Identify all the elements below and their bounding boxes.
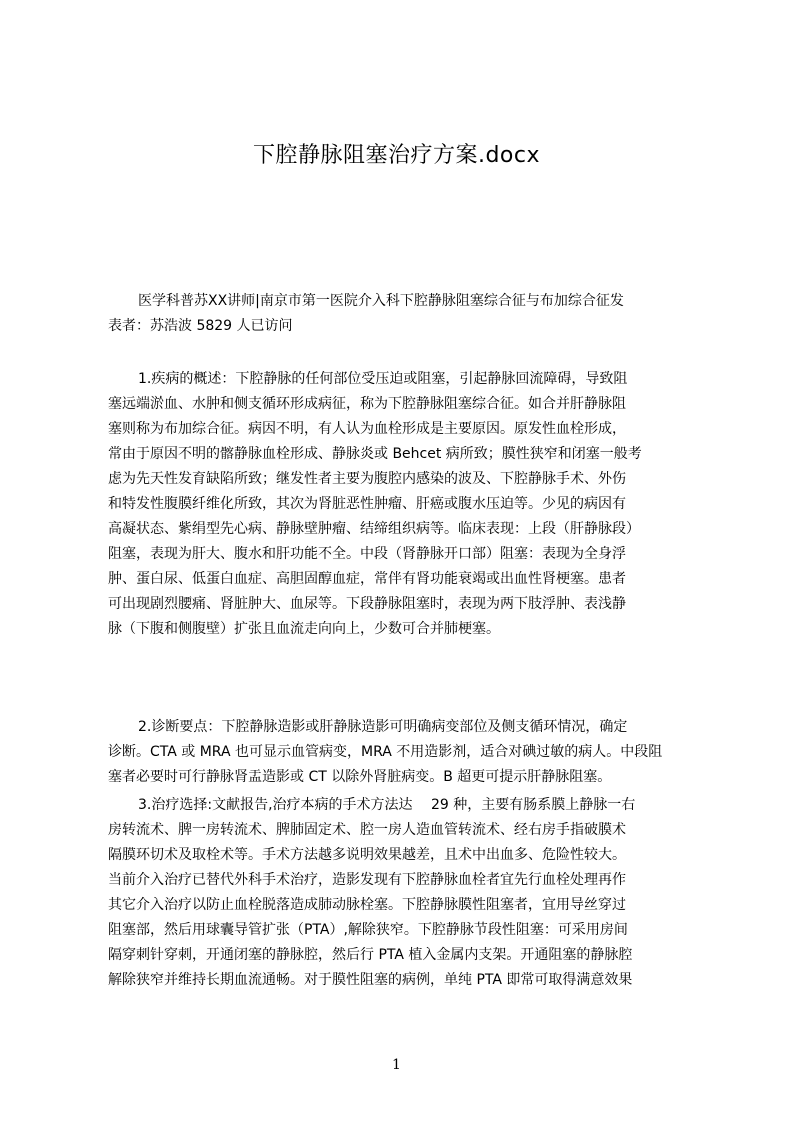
- paragraph-line: 阻塞，表现为肝大、腹水和肝功能不全。中段（肾静脉开口部）阻塞：表现为全身浮: [108, 546, 626, 562]
- paragraph-line: 高凝状态、紫绢型先心病、静脉壁肿瘤、结缔组织病等。临床表现：上段（肝静脉段）: [108, 521, 640, 537]
- section-overview-paragraph: [108, 367, 698, 642]
- paragraph-line: 常由于原因不明的髂静脉血栓形成、静脉炎或 Behcet 病所致；膜性狭窄和闭塞一般考: [108, 446, 642, 462]
- intro-line: 医学科普苏XX讲师|南京市第一医院介入科下腔静脉阻塞综合征与布加综合征发: [138, 293, 624, 309]
- paragraph-line: 1.疾病的概述：下腔静脉的任何部位受压迫或阻塞，引起静脉回流障碍，导致阻: [138, 371, 628, 387]
- paragraph-line: 隔穿刺针穿刺，开通闭塞的静脉腔，然后行 PTA 植入金属内支架。开通阻塞的静脉腔: [108, 947, 633, 963]
- paragraph-line: 隔膜环切术及取栓术等。手术方法越多说明效果越差，且术中出血多、危险性较大。: [108, 847, 626, 863]
- paragraph-line: 2.诊断要点：下腔静脉造影或肝静脉造影可明确病变部位及侧支循环情况，确定: [138, 719, 628, 735]
- intro-line: 表者：苏浩波 5829 人已访问: [108, 318, 293, 334]
- document-title: 下腔静脉阻塞治疗方案.docx: [252, 143, 541, 168]
- paragraph-line: 房转流术、脾一房转流术、脾肺固定术、腔一房人造血管转流术、经右房手指破膜术: [108, 822, 626, 838]
- paragraph-line: 脉（下腹和侧腹壁）扩张且血流走向向上，少数可合并肺梗塞。: [108, 621, 500, 637]
- paragraph-line: 诊断。CTA 或 MRA 也可显示血管病变，MRA 不用造影剂，适合对碘过敏的病人。中段阻: [108, 744, 663, 760]
- paragraph-line: 可出现剧烈腰痛、肾脏肿大、血尿等。下段静脉阻塞时，表现为两下肢浮肿、表浅静: [108, 596, 626, 612]
- paragraph-line: 其它介入治疗以防止血栓脱落造成肺动脉栓塞。下腔静脉膜性阻塞者，宜用导丝穿过: [108, 897, 626, 913]
- paragraph-line: 塞远端淤血、水肿和侧支循环形成病征，称为下腔静脉阻塞综合征。如合并肝静脉阻: [108, 396, 626, 412]
- paragraph-line: 塞者必要时可行静脉肾盂造影或 CT 以除外肾脏病变。B 超更可提示肝静脉阻塞。: [108, 769, 612, 785]
- paragraph-line: 阻塞部，然后用球囊导管扩张（PTA）,解除狭窄。下腔静脉节段性阻塞：可采用房间: [108, 922, 628, 938]
- intro-paragraph: [108, 289, 698, 339]
- page-number: 1: [392, 1057, 401, 1073]
- paragraph-line: 虑为先天性发育缺陷所致；继发性者主要为腹腔内感染的波及、下腔静脉手术、外伤: [108, 471, 626, 487]
- paragraph-line: 3.治疗选择:文献报告,治疗本病的手术方法达 29 种，主要有肠系膜上静脉一右: [138, 797, 636, 813]
- paragraph-line: 塞则称为布加综合征。病因不明，有人认为血栓形成是主要原因。原发性血栓形成，: [108, 421, 626, 437]
- section-treatment-paragraph: [108, 793, 698, 993]
- paragraph-line: 肿、蛋白尿、低蛋白血症、高胆固醇血症，常伴有肾功能衰竭或出血性肾梗塞。患者: [108, 571, 626, 587]
- paragraph-line: 和特发性腹膜纤维化所致，其次为肾脏恶性肿瘤、肝癌或腹水压迫等。少见的病因有: [108, 496, 626, 512]
- section-diagnosis-paragraph: [108, 715, 698, 790]
- paragraph-line: 当前介入治疗已替代外科手术治疗，造影发现有下腔静脉血栓者宜先行血栓处理再作: [108, 872, 626, 888]
- paragraph-line: 解除狭窄并维持长期血流通畅。对于膜性阻塞的病例，单纯 PTA 即常可取得满意效果: [108, 972, 633, 988]
